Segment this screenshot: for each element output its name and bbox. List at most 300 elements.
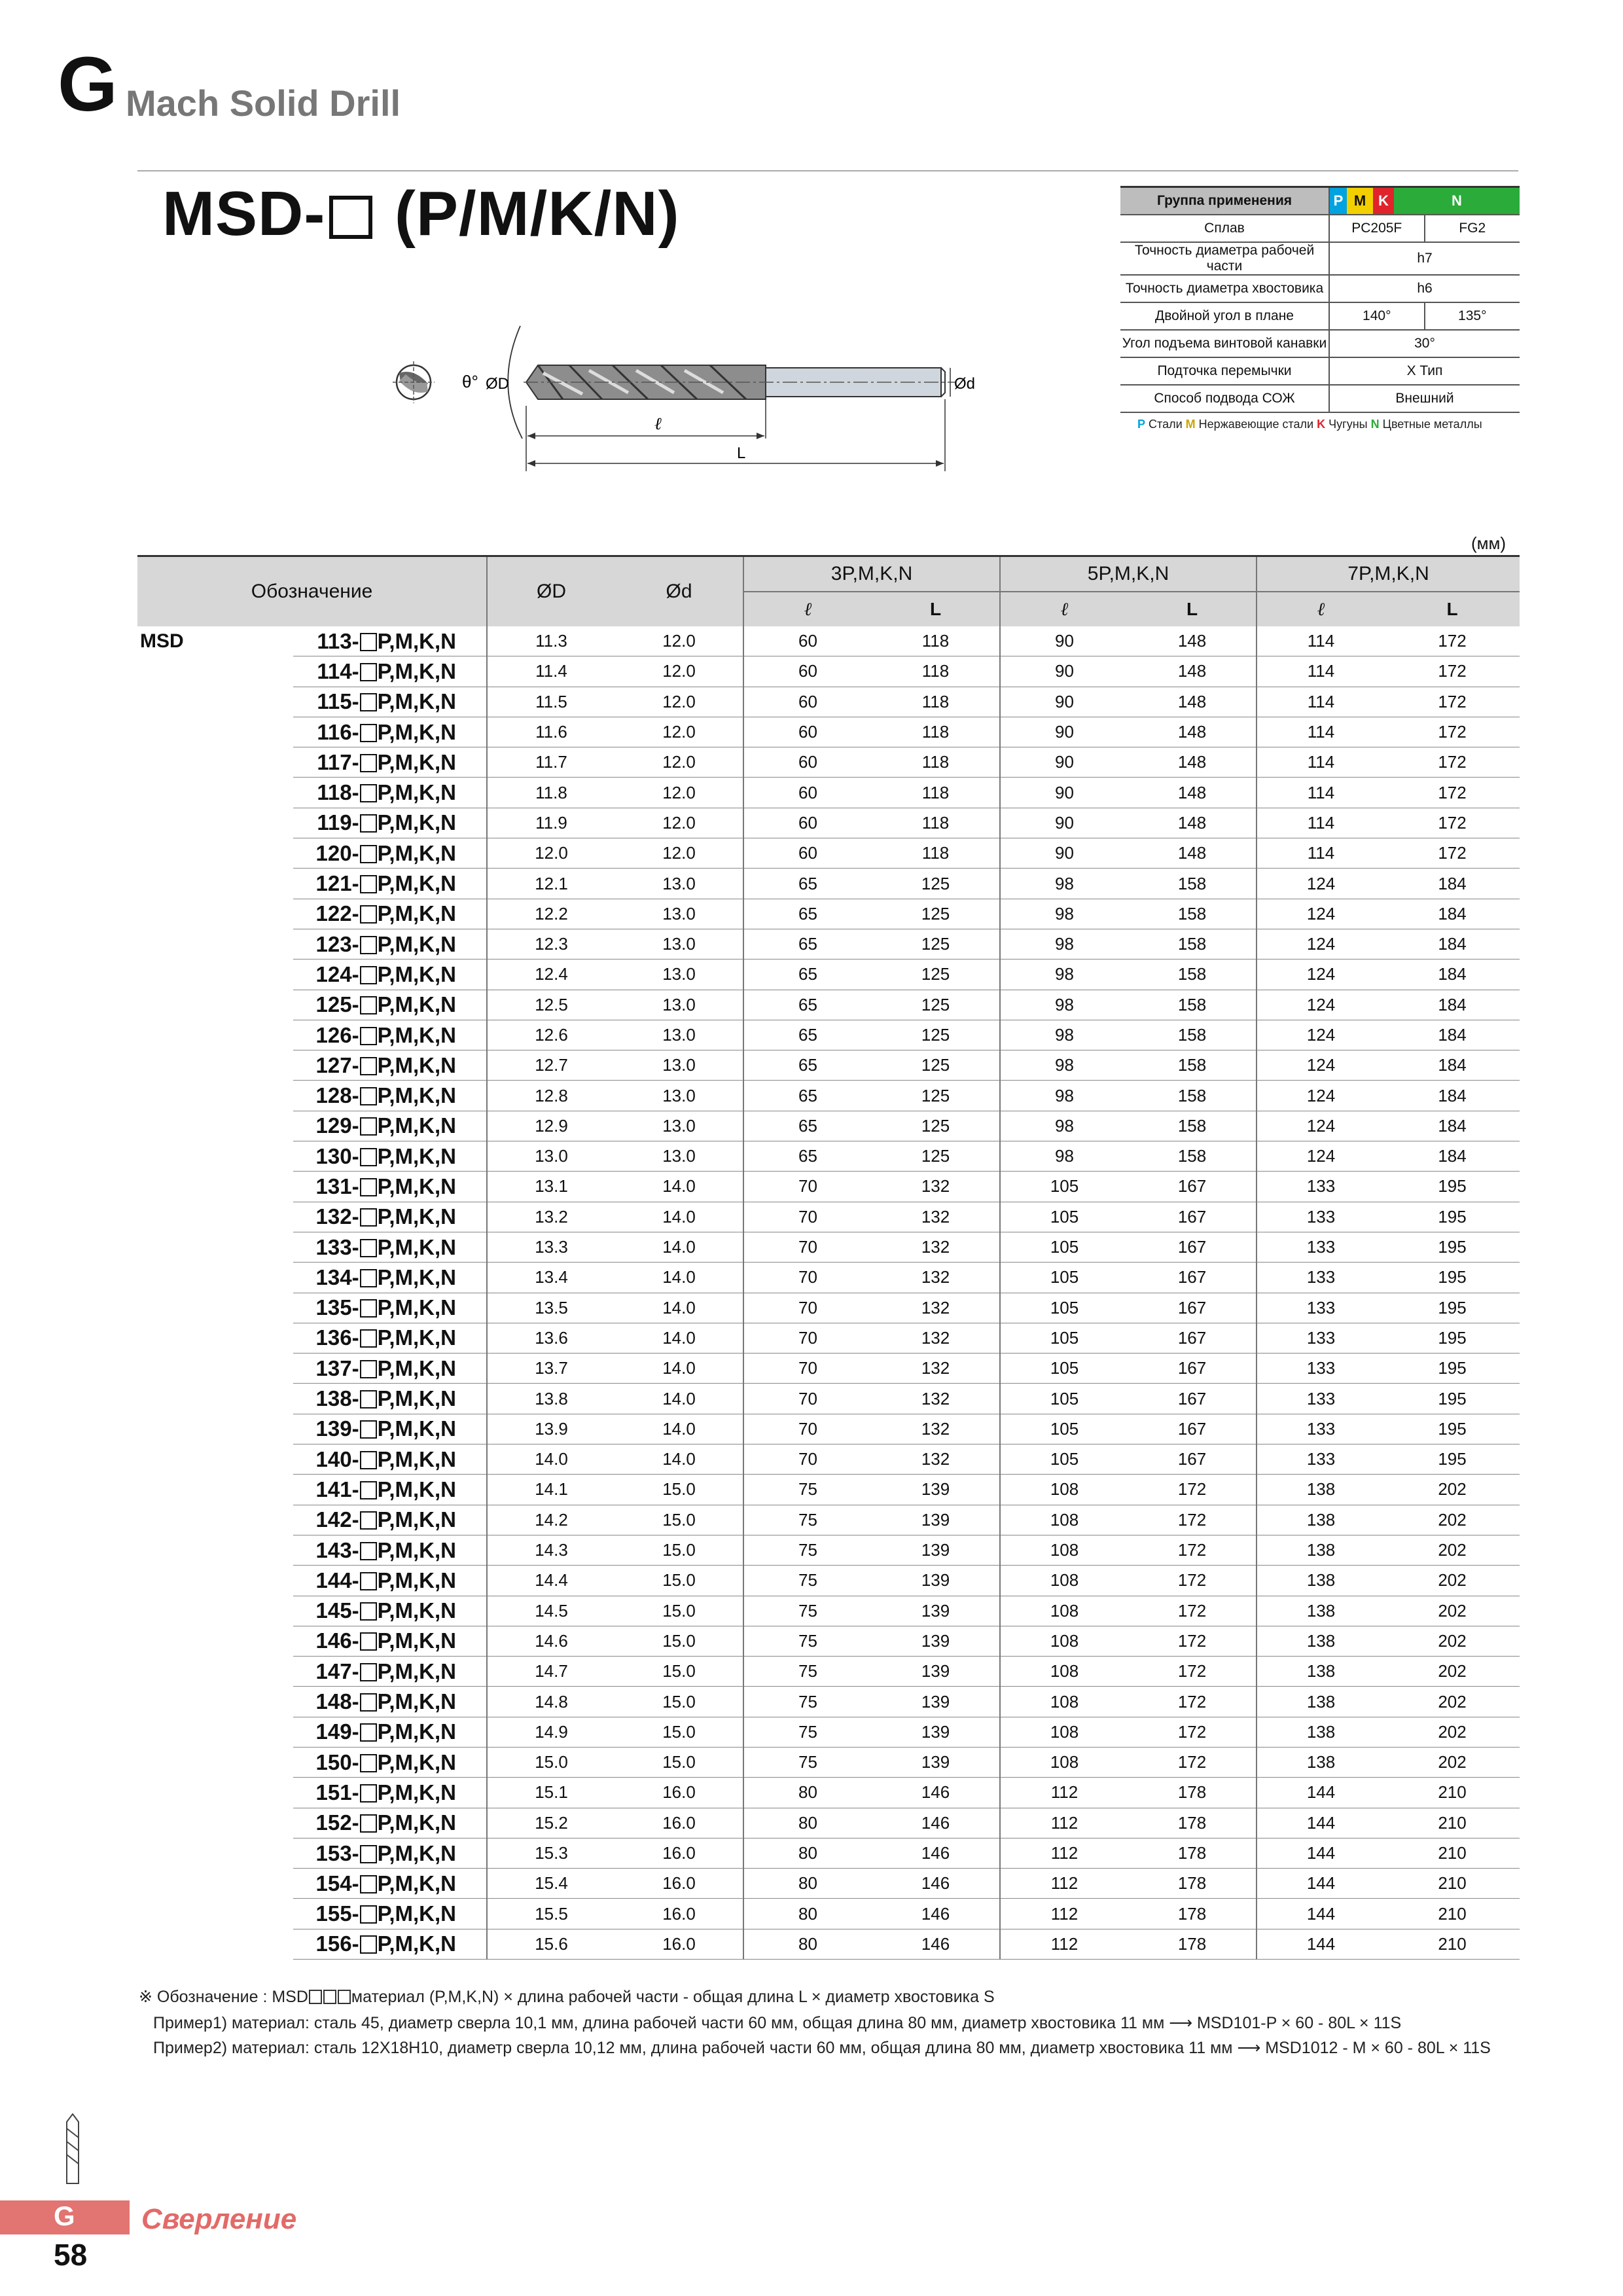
cell-l5: 90 [1000,808,1128,838]
brand-cell [137,869,293,899]
placeholder-box-icon [360,1239,377,1257]
designation-suffix: P,M,K,N [377,1810,457,1835]
cell-l7: 133 [1257,1323,1385,1353]
spec-row [1120,385,1520,412]
col-L7: L [1385,592,1520,626]
note-prefix: ※ Обозначение : MSD [139,1988,308,2006]
cell-d: 13.0 [615,990,743,1020]
designation-number: 119 [317,810,352,835]
cell-L3: 139 [872,1566,1000,1596]
spec-label: Подточка перемычки [1120,357,1329,385]
cell-l5: 98 [1000,1111,1128,1141]
table-row [137,687,1520,717]
cell-l5: 98 [1000,869,1128,899]
cell-l5: 108 [1000,1626,1128,1656]
designation-number: 134 [315,1265,352,1289]
designation-cell: 155- P,M,K,N [293,1899,487,1929]
cell-d: 16.0 [615,1808,743,1838]
designation-cell: 113- P,M,K,N [293,626,487,656]
cell-l7: 133 [1257,1384,1385,1414]
cell-D: 12.7 [487,1050,615,1081]
table-row [137,717,1520,747]
designation-suffix: P,M,K,N [377,1931,457,1956]
cell-d: 12.0 [615,778,743,808]
legend-n-text: Цветные металлы [1382,418,1482,431]
spec-label: Точность диаметра хвостовика [1120,275,1329,302]
spec-label: Угол подъема винтовой канавки [1120,330,1329,357]
cell-l7: 124 [1257,1081,1385,1111]
cell-d: 15.0 [615,1717,743,1747]
brand-cell [137,838,293,869]
placeholder-box-icon [360,1087,377,1105]
cell-L7: 172 [1385,717,1520,747]
cell-L5: 178 [1128,1778,1257,1808]
cell-D: 14.7 [487,1657,615,1687]
cell-L3: 132 [872,1414,1000,1444]
cell-L7: 195 [1385,1232,1520,1262]
cell-l3: 65 [743,869,872,899]
footer-section-label: Сверление [141,2203,297,2235]
cell-L5: 167 [1128,1354,1257,1384]
cell-l5: 108 [1000,1475,1128,1505]
cell-l5: 105 [1000,1293,1128,1323]
cell-L5: 158 [1128,990,1257,1020]
cell-l3: 75 [743,1747,872,1777]
cell-L3: 139 [872,1505,1000,1535]
legend-m-text: Нержавеющие стали [1198,418,1314,431]
cell-l7: 124 [1257,1020,1385,1050]
designation-suffix: P,M,K,N [377,1052,457,1077]
placeholder-box-icon [360,1027,377,1045]
legend-k-text: Чугуны [1329,418,1368,431]
cell-D: 13.2 [487,1202,615,1232]
cell-l5: 108 [1000,1596,1128,1626]
cell-L7: 202 [1385,1657,1520,1687]
cell-L3: 125 [872,960,1000,990]
cell-d: 16.0 [615,1929,743,1959]
cell-L7: 202 [1385,1475,1520,1505]
d-big-label: ØD [486,375,509,393]
table-row [137,1111,1520,1141]
designation-number: 156 [315,1931,352,1956]
cell-l3: 65 [743,1081,872,1111]
cell-l3: 70 [743,1384,872,1414]
cell-l3: 75 [743,1596,872,1626]
cell-l7: 138 [1257,1566,1385,1596]
cell-L5: 178 [1128,1869,1257,1899]
designation-cell: 130- P,M,K,N [293,1141,487,1172]
placeholder-box-icon [360,1148,377,1166]
cell-L5: 158 [1128,1020,1257,1050]
cell-l5: 108 [1000,1747,1128,1777]
designation-suffix: P,M,K,N [377,871,457,896]
cell-l3: 75 [743,1626,872,1656]
designation-number: 127 [315,1052,352,1077]
cell-L7: 195 [1385,1263,1520,1293]
designation-suffix: P,M,K,N [377,1416,457,1441]
cell-l5: 112 [1000,1808,1128,1838]
designation-cell: 119- P,M,K,N [293,808,487,838]
cell-D: 14.9 [487,1717,615,1747]
designation-cell: 148- P,M,K,N [293,1687,487,1717]
col-l5: ℓ [1000,592,1128,626]
table-row [137,1323,1520,1353]
cell-d: 13.0 [615,1111,743,1141]
cell-l5: 112 [1000,1929,1128,1959]
cell-l3: 70 [743,1293,872,1323]
cell-d: 15.0 [615,1566,743,1596]
cell-l3: 60 [743,687,872,717]
brand-cell [137,1323,293,1353]
cell-L3: 132 [872,1263,1000,1293]
cell-l5: 98 [1000,1081,1128,1111]
placeholder-box-icon [360,1693,377,1712]
brand-cell [137,1202,293,1232]
designation-number: 141 [315,1477,352,1501]
cell-l3: 75 [743,1687,872,1717]
cell-L7: 210 [1385,1869,1520,1899]
designation-suffix: P,M,K,N [377,1234,457,1259]
designation-suffix: P,M,K,N [377,1507,457,1532]
cell-l5: 90 [1000,687,1128,717]
table-row [137,626,1520,656]
designation-suffix: P,M,K,N [377,1901,457,1926]
cell-L3: 118 [872,656,1000,687]
table-row [137,1384,1520,1414]
cell-L5: 172 [1128,1505,1257,1535]
cell-l5: 98 [1000,929,1128,959]
cell-L3: 139 [872,1717,1000,1747]
designation-suffix: P,M,K,N [377,1840,457,1865]
designation-cell: 145- P,M,K,N [293,1596,487,1626]
cell-l3: 60 [743,838,872,869]
table-row [137,960,1520,990]
cell-L7: 184 [1385,1111,1520,1141]
designation-cell: 131- P,M,K,N [293,1172,487,1202]
cell-l5: 108 [1000,1535,1128,1565]
table-row [137,1596,1520,1626]
cell-D: 15.6 [487,1929,615,1959]
cell-L3: 132 [872,1354,1000,1384]
designation-cell: 152- P,M,K,N [293,1808,487,1838]
designation-suffix: P,M,K,N [377,719,457,744]
cell-L3: 139 [872,1535,1000,1565]
cell-L5: 167 [1128,1323,1257,1353]
designation-cell: 142- P,M,K,N [293,1505,487,1535]
cell-l5: 105 [1000,1354,1128,1384]
brand-cell [137,1111,293,1141]
cell-d: 14.0 [615,1293,743,1323]
cell-L5: 148 [1128,717,1257,747]
cell-D: 14.4 [487,1566,615,1596]
cell-D: 13.0 [487,1141,615,1172]
cell-L5: 148 [1128,656,1257,687]
cell-L7: 184 [1385,1020,1520,1050]
cell-l7: 124 [1257,929,1385,959]
designation-cell: 135- P,M,K,N [293,1293,487,1323]
brand-cell [137,1505,293,1535]
cell-L3: 132 [872,1384,1000,1414]
placeholder-box-icon [360,1420,377,1439]
cell-L3: 139 [872,1687,1000,1717]
footer-tab-letter: G [54,2200,75,2231]
designation-suffix: P,M,K,N [377,628,457,653]
brand-cell: MSD [140,630,184,652]
cell-l3: 75 [743,1657,872,1687]
cell-d: 13.0 [615,1050,743,1081]
designation-cell: 154- P,M,K,N [293,1869,487,1899]
placeholder-box-icon [360,1723,377,1742]
designation-cell: 129- P,M,K,N [293,1111,487,1141]
col-L3: L [872,592,1000,626]
placeholder-box-icon [360,966,377,984]
cell-L3: 118 [872,626,1000,656]
designation-number: 128 [315,1083,352,1108]
cell-D: 11.7 [487,747,615,778]
cell-L3: 118 [872,747,1000,778]
designation-cell: 114- P,M,K,N [293,656,487,687]
table-row [137,1566,1520,1596]
cell-L7: 210 [1385,1929,1520,1959]
brand-cell [137,1566,293,1596]
table-row [137,1626,1520,1656]
designation-number: 133 [315,1234,352,1259]
cell-L7: 202 [1385,1505,1520,1535]
cell-L7: 210 [1385,1778,1520,1808]
designation-suffix: P,M,K,N [377,1325,457,1350]
placeholder-box-icon [360,1511,377,1530]
cell-L7: 195 [1385,1414,1520,1444]
cell-l7: 124 [1257,1141,1385,1172]
table-row [137,1475,1520,1505]
cell-d: 14.0 [615,1444,743,1475]
designation-number: 149 [315,1719,352,1744]
cell-L3: 125 [872,899,1000,929]
cell-D: 13.1 [487,1172,615,1202]
cell-l7: 144 [1257,1929,1385,1959]
designation-number: 117 [317,749,352,774]
spec-legend [1137,418,1482,431]
table-row [137,869,1520,899]
placeholder-box-icon [360,1875,377,1893]
cell-l7: 133 [1257,1293,1385,1323]
table-row [137,1020,1520,1050]
example-1-note: Пример1) материал: сталь 45, диаметр сверла 10,1 мм, длина рабочей части 60 мм, общая длина 80 мм, диаметр хвостовика 11 мм ⟶ MSD101-P × 60 - 80L × 11S [153,2014,1402,2032]
cell-L3: 125 [872,869,1000,899]
spec-label: Способ подвода СОЖ [1120,385,1329,412]
table-row [137,1293,1520,1323]
placeholder-box-icon [360,875,377,893]
cell-d: 12.0 [615,687,743,717]
cell-L7: 202 [1385,1747,1520,1777]
cell-l5: 105 [1000,1414,1128,1444]
brand-cell [137,1141,293,1172]
cell-D: 11.3 [487,626,615,656]
cell-L7: 202 [1385,1535,1520,1565]
cell-L7: 184 [1385,1050,1520,1081]
designation-cell: 144- P,M,K,N [293,1566,487,1596]
cell-D: 12.4 [487,960,615,990]
designation-number: 121 [315,871,352,896]
designation-suffix: P,M,K,N [377,1022,457,1047]
designation-cell: 150- P,M,K,N [293,1747,487,1777]
designation-number: 122 [315,901,352,926]
table-row [137,929,1520,959]
spec-value: h7 [1329,242,1520,275]
cell-l3: 60 [743,747,872,778]
designation-suffix: P,M,K,N [377,840,457,865]
placeholder-box-icon [360,663,377,681]
cell-d: 14.0 [615,1232,743,1262]
cell-d: 16.0 [615,1778,743,1808]
table-row [137,990,1520,1020]
placeholder-box-icon [360,1663,377,1681]
cell-l3: 75 [743,1717,872,1747]
cell-l5: 105 [1000,1202,1128,1232]
cell-D: 11.5 [487,687,615,717]
designation-number: 150 [315,1749,352,1774]
cell-L3: 118 [872,808,1000,838]
designation-suffix: P,M,K,N [377,1174,457,1198]
cell-L3: 146 [872,1869,1000,1899]
designation-number: 123 [315,931,352,956]
theta-label: θ° [462,372,478,391]
placeholder-box-icon [360,996,377,1014]
unit-label: (мм) [1471,533,1507,553]
designation-cell: 146- P,M,K,N [293,1626,487,1656]
brand-cell [137,990,293,1020]
cell-l5: 112 [1000,1838,1128,1868]
cell-D: 14.6 [487,1626,615,1656]
designation-number: 126 [315,1022,352,1047]
designation-suffix: P,M,K,N [377,1719,457,1744]
designation-cell: 124- P,M,K,N [293,960,487,990]
cell-D: 15.5 [487,1899,615,1929]
cell-l5: 90 [1000,717,1128,747]
table-row [137,1657,1520,1687]
cell-L7: 195 [1385,1323,1520,1353]
cell-L5: 172 [1128,1747,1257,1777]
designation-cell: 151- P,M,K,N [293,1778,487,1808]
cell-L5: 172 [1128,1657,1257,1687]
cell-l5: 98 [1000,1020,1128,1050]
table-row [137,1263,1520,1293]
cell-l5: 98 [1000,960,1128,990]
cell-l3: 65 [743,1050,872,1081]
designation-cell: 128- P,M,K,N [293,1081,487,1111]
cell-l7: 144 [1257,1778,1385,1808]
brand-cell [137,1050,293,1081]
brand-cell [137,899,293,929]
placeholder-box-icon [360,1935,377,1954]
dimensions-table [137,555,1520,1960]
cell-D: 13.6 [487,1323,615,1353]
note-text: материал (P,M,K,N) × длина рабочей части - общая длина L × диаметр хвостовика S [351,1988,995,2006]
d-small-label: Ød [954,375,976,393]
brand-cell [137,1172,293,1202]
designation-number: 125 [315,992,352,1017]
table-row [137,1354,1520,1384]
designation-number: 154 [315,1871,352,1895]
placeholder-box-icon [360,936,377,954]
cell-l7: 138 [1257,1747,1385,1777]
cell-l3: 80 [743,1808,872,1838]
cell-L5: 172 [1128,1475,1257,1505]
designation-cell: 122- P,M,K,N [293,899,487,929]
designation-cell: 116- P,M,K,N [293,717,487,747]
cell-L7: 172 [1385,747,1520,778]
designation-number: 155 [315,1901,352,1926]
cell-L3: 132 [872,1232,1000,1262]
col-l3: ℓ [743,592,872,626]
cell-D: 13.4 [487,1263,615,1293]
cell-D: 13.9 [487,1414,615,1444]
designation-suffix: P,M,K,N [377,1113,457,1138]
designation-suffix: P,M,K,N [377,1780,457,1804]
designation-cell: 156- P,M,K,N [293,1929,487,1959]
cell-L5: 148 [1128,687,1257,717]
cell-d: 15.0 [615,1475,743,1505]
cell-d: 15.0 [615,1657,743,1687]
spec-value: h6 [1329,275,1520,302]
table-row [137,1808,1520,1838]
designation-suffix: P,M,K,N [377,1355,457,1380]
cell-d: 14.0 [615,1263,743,1293]
cell-l7: 144 [1257,1869,1385,1899]
designation-cell: 126- P,M,K,N [293,1020,487,1050]
cell-l7: 133 [1257,1202,1385,1232]
legend-p-text: Стали [1149,418,1183,431]
cell-l3: 80 [743,1929,872,1959]
designation-suffix: P,M,K,N [377,658,457,683]
cell-l3: 60 [743,808,872,838]
placeholder-box-icon [360,1329,377,1348]
cell-l3: 70 [743,1323,872,1353]
designation-cell: 127- P,M,K,N [293,1050,487,1081]
cell-L7: 202 [1385,1566,1520,1596]
spec-row [1120,330,1520,357]
cell-l3: 70 [743,1263,872,1293]
designation-number: 137 [315,1355,352,1380]
table-row [137,778,1520,808]
brand-cell [137,1444,293,1475]
table-row [137,1717,1520,1747]
cell-L3: 146 [872,1778,1000,1808]
designation-cell: 147- P,M,K,N [293,1657,487,1687]
cell-l7: 133 [1257,1354,1385,1384]
cell-L3: 146 [872,1899,1000,1929]
legend-k-letter: K [1317,418,1326,431]
table-row [137,656,1520,687]
table-row [137,1081,1520,1111]
group-n-badge: N [1394,188,1520,214]
cell-l5: 105 [1000,1263,1128,1293]
cell-d: 16.0 [615,1838,743,1868]
cell-D: 13.5 [487,1293,615,1323]
brand-cell [137,778,293,808]
cell-D: 14.2 [487,1505,615,1535]
cell-L3: 139 [872,1596,1000,1626]
designation-cell: 121- P,M,K,N [293,869,487,899]
page-number: 58 [54,2238,88,2272]
cell-L7: 195 [1385,1293,1520,1323]
designation-number: 132 [315,1204,352,1229]
cell-L7: 184 [1385,899,1520,929]
designation-number: 124 [315,961,352,986]
brand-cell [137,1081,293,1111]
cell-L5: 167 [1128,1384,1257,1414]
cell-l5: 90 [1000,778,1128,808]
